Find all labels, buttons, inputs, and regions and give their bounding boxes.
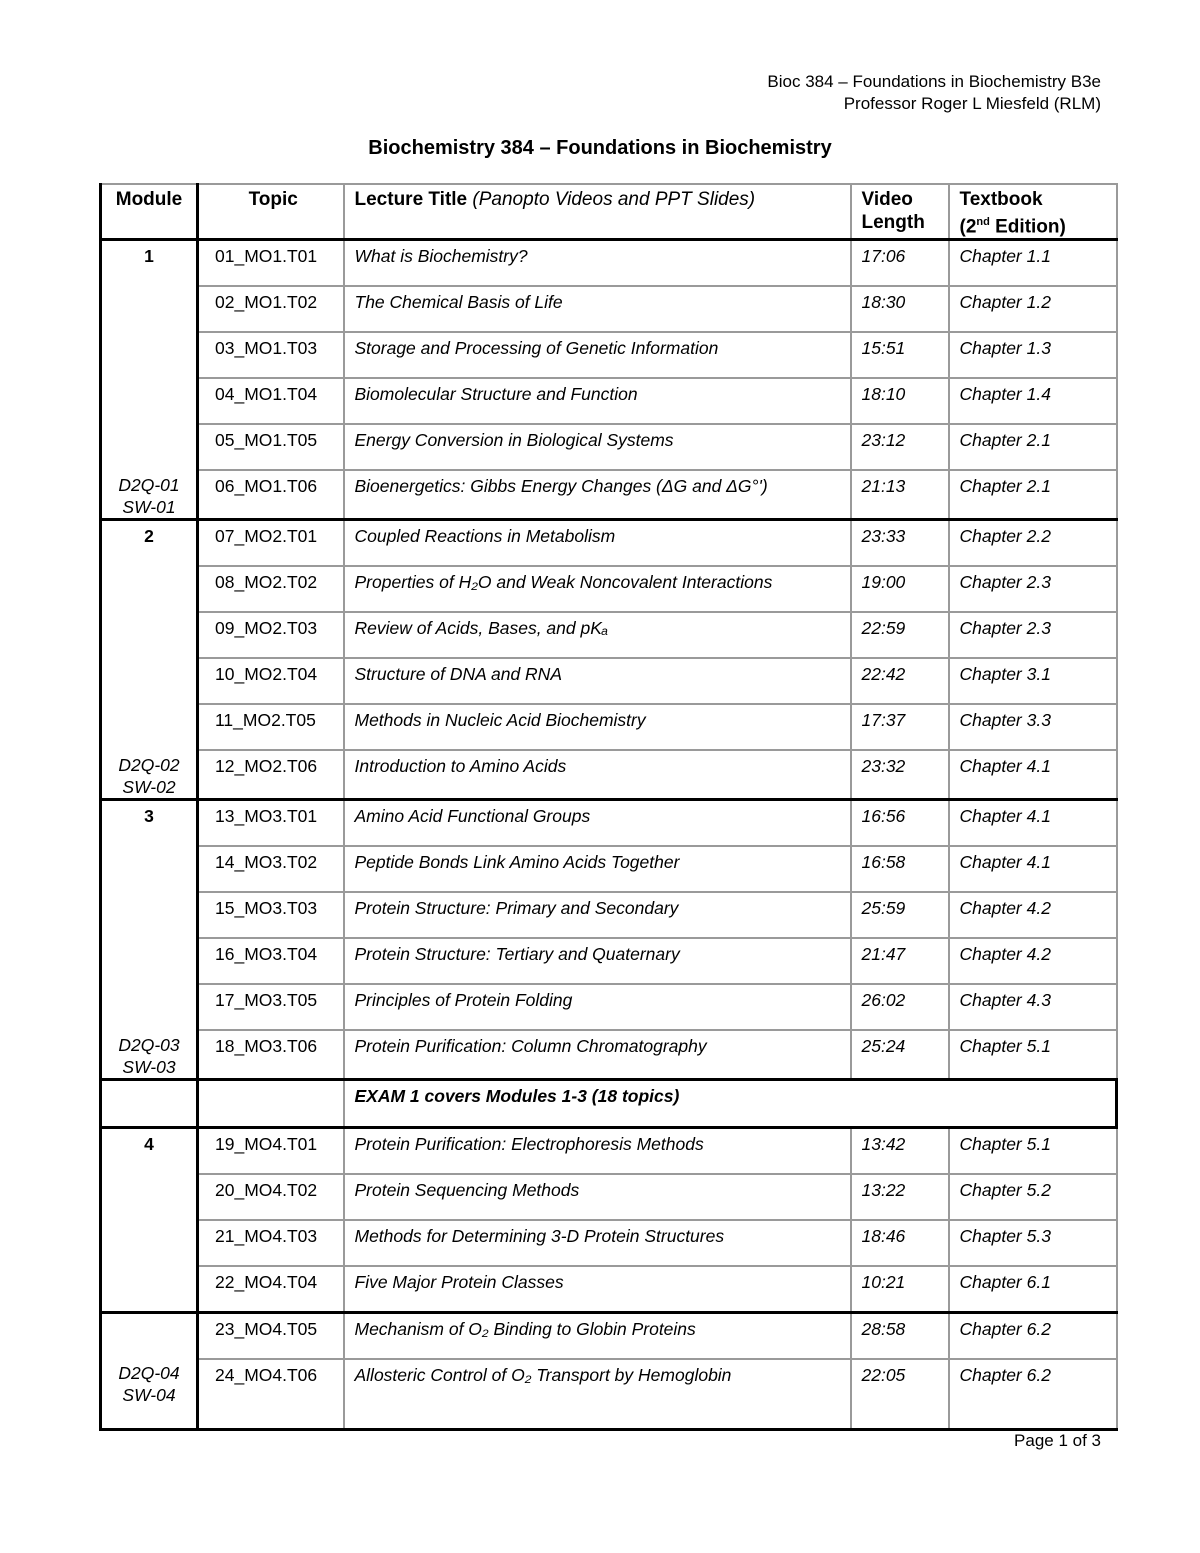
textbook-label-pre: (2 bbox=[959, 216, 977, 238]
lecture-title: The Chemical Basis of Life bbox=[344, 286, 851, 332]
table-row bbox=[101, 1220, 1117, 1266]
module-cell bbox=[101, 1313, 198, 1430]
video-length: 21:47 bbox=[851, 938, 949, 984]
table-row bbox=[101, 240, 1117, 287]
video-length: 13:22 bbox=[851, 1174, 949, 1220]
module-cell bbox=[101, 566, 198, 612]
module-cell bbox=[101, 520, 198, 567]
topic-code: 07_MO2.T01 bbox=[198, 520, 344, 567]
table-row bbox=[101, 938, 1117, 984]
lecture-title: Methods in Nucleic Acid Biochemistry bbox=[344, 704, 851, 750]
module-number: 3 bbox=[144, 806, 154, 827]
textbook-chapter: Chapter 2.2 bbox=[949, 520, 1117, 567]
table-row bbox=[101, 658, 1117, 704]
video-length: 22:59 bbox=[851, 612, 949, 658]
module-cell bbox=[101, 846, 198, 892]
textbook-chapter: Chapter 5.1 bbox=[949, 1030, 1117, 1080]
textbook-chapter: Chapter 1.1 bbox=[949, 240, 1117, 287]
module-cell bbox=[101, 286, 198, 332]
module-assignment-code: SW-02 bbox=[122, 777, 176, 798]
topic-code: 05_MO1.T05 bbox=[198, 424, 344, 470]
lecture-title: Structure of DNA and RNA bbox=[344, 658, 851, 704]
topic-code: 11_MO2.T05 bbox=[198, 704, 344, 750]
textbook-chapter: Chapter 1.4 bbox=[949, 378, 1117, 424]
video-length: 15:51 bbox=[851, 332, 949, 378]
column-header-topic: Topic bbox=[198, 184, 344, 240]
lecture-title: Storage and Processing of Genetic Information bbox=[344, 332, 851, 378]
topic-code: 14_MO3.T02 bbox=[198, 846, 344, 892]
lecture-title: What is Biochemistry? bbox=[344, 240, 851, 287]
header-course-line: Bioc 384 – Foundations in Biochemistry B3e bbox=[767, 72, 1101, 91]
textbook-chapter: Chapter 5.1 bbox=[949, 1128, 1117, 1175]
column-header-textbook bbox=[949, 184, 1117, 240]
textbook-chapter: Chapter 6.1 bbox=[949, 1266, 1117, 1313]
module-cell bbox=[101, 938, 198, 984]
topic-code: 17_MO3.T05 bbox=[198, 984, 344, 1030]
module-cell bbox=[101, 1266, 198, 1313]
topic-code: 09_MO2.T03 bbox=[198, 612, 344, 658]
textbook-chapter: Chapter 6.2 bbox=[949, 1359, 1117, 1430]
topic-code: 08_MO2.T02 bbox=[198, 566, 344, 612]
page-title: Biochemistry 384 – Foundations in Biochemistry bbox=[368, 137, 832, 159]
lecture-title: Five Major Protein Classes bbox=[344, 1266, 851, 1313]
topic-code: 01_MO1.T01 bbox=[198, 240, 344, 287]
module-cell bbox=[101, 704, 198, 750]
module-assignment-code: D2Q-03 bbox=[118, 1035, 180, 1056]
lecture-title: Protein Structure: Primary and Secondary bbox=[344, 892, 851, 938]
topic-code: 22_MO4.T04 bbox=[198, 1266, 344, 1313]
column-header-lecture-title bbox=[344, 184, 851, 240]
table-header-row bbox=[101, 184, 1117, 240]
textbook-chapter: Chapter 1.2 bbox=[949, 286, 1117, 332]
table-row bbox=[101, 1030, 1117, 1080]
column-header-module: Module bbox=[101, 184, 198, 240]
lecture-title: Protein Sequencing Methods bbox=[344, 1174, 851, 1220]
module-cell bbox=[101, 984, 198, 1030]
topic-code: 15_MO3.T03 bbox=[198, 892, 344, 938]
video-length: 22:05 bbox=[851, 1359, 949, 1430]
module-cell bbox=[101, 378, 198, 424]
table-row bbox=[101, 612, 1117, 658]
topic-code: 21_MO4.T03 bbox=[198, 1220, 344, 1266]
textbook-label-post: Edition) bbox=[989, 216, 1066, 238]
topic-code: 19_MO4.T01 bbox=[198, 1128, 344, 1175]
module-assignment-code: D2Q-04 bbox=[118, 1363, 180, 1384]
video-length: 22:42 bbox=[851, 658, 949, 704]
module-cell bbox=[101, 1220, 198, 1266]
table-row bbox=[101, 424, 1117, 470]
lecture-title: Protein Structure: Tertiary and Quaternary bbox=[344, 938, 851, 984]
video-length: 18:30 bbox=[851, 286, 949, 332]
lecture-title: Protein Purification: Column Chromatography bbox=[344, 1030, 851, 1080]
video-length: 26:02 bbox=[851, 984, 949, 1030]
textbook-chapter: Chapter 3.1 bbox=[949, 658, 1117, 704]
textbook-chapter: Chapter 4.2 bbox=[949, 892, 1117, 938]
module-cell bbox=[101, 240, 198, 287]
textbook-chapter: Chapter 5.3 bbox=[949, 1220, 1117, 1266]
textbook-chapter: Chapter 3.3 bbox=[949, 704, 1117, 750]
topic-code: 03_MO1.T03 bbox=[198, 332, 344, 378]
table-row bbox=[101, 378, 1117, 424]
textbook-chapter: Chapter 5.2 bbox=[949, 1174, 1117, 1220]
column-header-video-length bbox=[851, 184, 949, 240]
module-cell bbox=[101, 1030, 198, 1080]
topic-code: 18_MO3.T06 bbox=[198, 1030, 344, 1080]
video-length: 28:58 bbox=[851, 1313, 949, 1360]
lecture-title: Energy Conversion in Biological Systems bbox=[344, 424, 851, 470]
video-length: 17:37 bbox=[851, 704, 949, 750]
exam-row bbox=[101, 1080, 1117, 1128]
page-number: Page 1 of 3 bbox=[1014, 1431, 1101, 1450]
textbook-chapter: Chapter 4.1 bbox=[949, 800, 1117, 847]
textbook-chapter: Chapter 2.1 bbox=[949, 470, 1117, 520]
video-length: 16:56 bbox=[851, 800, 949, 847]
video-length: 16:58 bbox=[851, 846, 949, 892]
textbook-chapter: Chapter 2.3 bbox=[949, 566, 1117, 612]
table-row bbox=[101, 892, 1117, 938]
module-cell bbox=[101, 424, 198, 470]
module-assignment-code: SW-04 bbox=[122, 1385, 176, 1406]
video-length: 13:42 bbox=[851, 1128, 949, 1175]
module-cell bbox=[101, 658, 198, 704]
lecture-title-label: Lecture Title bbox=[354, 189, 468, 210]
module-number: 1 bbox=[144, 246, 154, 267]
topic-code: 20_MO4.T02 bbox=[198, 1174, 344, 1220]
lecture-title: Peptide Bonds Link Amino Acids Together bbox=[344, 846, 851, 892]
video-label-line2: Length bbox=[861, 212, 925, 233]
lecture-title: Biomolecular Structure and Function bbox=[344, 378, 851, 424]
lecture-title: Review of Acids, Bases, and pKₐ bbox=[344, 612, 851, 658]
topic-code: 12_MO2.T06 bbox=[198, 750, 344, 800]
topic-code: 13_MO3.T01 bbox=[198, 800, 344, 847]
table-row bbox=[101, 704, 1117, 750]
lecture-title: Amino Acid Functional Groups bbox=[344, 800, 851, 847]
module-cell bbox=[101, 1128, 198, 1175]
textbook-chapter: Chapter 4.2 bbox=[949, 938, 1117, 984]
table-row bbox=[101, 750, 1117, 800]
video-label-line1: Video bbox=[861, 189, 913, 210]
module-assignment-code: SW-01 bbox=[122, 497, 176, 518]
table-row bbox=[101, 470, 1117, 520]
lecture-title: Properties of H₂O and Weak Noncovalent Interactions bbox=[344, 566, 851, 612]
topic-code: 24_MO4.T06 bbox=[198, 1359, 344, 1430]
module-assignment-code: D2Q-01 bbox=[118, 475, 180, 496]
module-cell bbox=[101, 800, 198, 847]
module-cell bbox=[101, 332, 198, 378]
topic-code: 02_MO1.T02 bbox=[198, 286, 344, 332]
textbook-label-line1: Textbook bbox=[959, 189, 1043, 210]
video-length: 23:33 bbox=[851, 520, 949, 567]
table-row bbox=[101, 286, 1117, 332]
video-length: 19:00 bbox=[851, 566, 949, 612]
table-row bbox=[101, 984, 1117, 1030]
lecture-title: Introduction to Amino Acids bbox=[344, 750, 851, 800]
table-row bbox=[101, 1266, 1117, 1313]
table-row bbox=[101, 520, 1117, 567]
table-row bbox=[101, 846, 1117, 892]
video-length: 25:24 bbox=[851, 1030, 949, 1080]
exam-note: EXAM 1 covers Modules 1-3 (18 topics) bbox=[344, 1080, 1117, 1128]
textbook-label-sup: nd bbox=[976, 216, 990, 228]
video-length: 23:12 bbox=[851, 424, 949, 470]
exam-topic-cell bbox=[198, 1080, 344, 1128]
table-row bbox=[101, 332, 1117, 378]
video-length: 21:13 bbox=[851, 470, 949, 520]
video-length: 10:21 bbox=[851, 1266, 949, 1313]
table-row bbox=[101, 1174, 1117, 1220]
textbook-chapter: Chapter 2.1 bbox=[949, 424, 1117, 470]
module-number: 2 bbox=[144, 526, 154, 547]
lecture-title: Allosteric Control of O₂ Transport by Hemoglobin bbox=[344, 1359, 851, 1430]
lecture-title: Mechanism of O₂ Binding to Globin Proteins bbox=[344, 1313, 851, 1360]
textbook-chapter: Chapter 4.1 bbox=[949, 846, 1117, 892]
module-cell bbox=[101, 892, 198, 938]
textbook-chapter: Chapter 1.3 bbox=[949, 332, 1117, 378]
table-row bbox=[101, 1128, 1117, 1175]
table-row bbox=[101, 800, 1117, 847]
topic-code: 04_MO1.T04 bbox=[198, 378, 344, 424]
lecture-title: Coupled Reactions in Metabolism bbox=[344, 520, 851, 567]
textbook-chapter: Chapter 4.1 bbox=[949, 750, 1117, 800]
video-length: 18:46 bbox=[851, 1220, 949, 1266]
textbook-chapter: Chapter 2.3 bbox=[949, 612, 1117, 658]
module-assignment-code: D2Q-02 bbox=[118, 755, 180, 776]
lecture-title: Protein Purification: Electrophoresis Methods bbox=[344, 1128, 851, 1175]
module-assignment-code: SW-03 bbox=[122, 1057, 176, 1078]
header-professor-line: Professor Roger L Miesfeld (RLM) bbox=[843, 94, 1101, 113]
module-cell bbox=[101, 470, 198, 520]
textbook-chapter: Chapter 6.2 bbox=[949, 1313, 1117, 1360]
topic-code: 10_MO2.T04 bbox=[198, 658, 344, 704]
table-row bbox=[101, 566, 1117, 612]
module-number: 4 bbox=[144, 1134, 154, 1155]
lecture-title: Bioenergetics: Gibbs Energy Changes (ΔG and ΔG°') bbox=[344, 470, 851, 520]
lecture-title-note: (Panopto Videos and PPT Slides) bbox=[472, 189, 756, 210]
table-row bbox=[101, 1313, 1117, 1360]
lecture-title: Methods for Determining 3-D Protein Structures bbox=[344, 1220, 851, 1266]
lecture-title: Principles of Protein Folding bbox=[344, 984, 851, 1030]
video-length: 25:59 bbox=[851, 892, 949, 938]
table-row bbox=[101, 1359, 1117, 1430]
topic-code: 23_MO4.T05 bbox=[198, 1313, 344, 1360]
schedule-table bbox=[99, 183, 1118, 1431]
topic-code: 16_MO3.T04 bbox=[198, 938, 344, 984]
module-cell bbox=[101, 612, 198, 658]
video-length: 18:10 bbox=[851, 378, 949, 424]
topic-code: 06_MO1.T06 bbox=[198, 470, 344, 520]
video-length: 17:06 bbox=[851, 240, 949, 287]
textbook-chapter: Chapter 4.3 bbox=[949, 984, 1117, 1030]
module-cell bbox=[101, 750, 198, 800]
video-length: 23:32 bbox=[851, 750, 949, 800]
exam-module-cell bbox=[101, 1080, 198, 1128]
module-cell bbox=[101, 1174, 198, 1220]
